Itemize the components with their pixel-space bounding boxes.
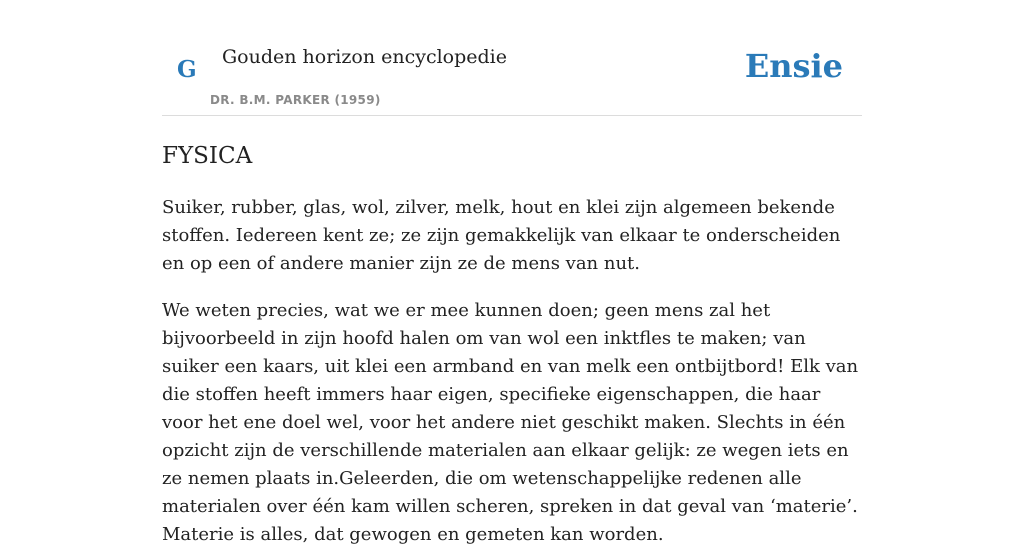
- article-title: FYSICA: [162, 143, 253, 169]
- page: [162, 0, 862, 549]
- book-title[interactable]: Gouden horizon encyclopedie: [222, 46, 507, 68]
- book-author: DR. B.M. PARKER (1959): [210, 93, 381, 107]
- brand-logo[interactable]: Ensie: [744, 47, 843, 85]
- book-logo-letter[interactable]: G: [177, 56, 197, 83]
- article-paragraph-1: Suiker, rubber, glas, wol, zilver, melk, hout en klei zijn algemeen bekende stoffen. Iedereen kent ze; ze zijn gemakkelijk van elkaar te onderscheiden en op een of andere manier zijn ze de mens van nut.: [162, 197, 841, 274]
- header: [162, 0, 862, 116]
- article-paragraph-2: We weten precies, wat we er mee kunnen doen; geen mens zal het bijvoorbeeld in zijn hoofd halen om van wol een inktfles te maken; van suiker een kaars, uit klei een armband en van melk een ontbijtbord! Elk van die stoffen heeft immers haar eigen, specifieke eigenschappen, die haar voor het ene doel wel, voor het andere niet geschikt maken. Slechts in één opzicht zijn de verschillende materialen aan elkaar gelijk: ze wegen iets en ze nemen plaats in.Geleerden, die om wetenschappelijke redenen alle materialen over één kam willen scheren, spreken in dat geval van ‘materie’. Materie is alles, dat gewogen en gemeten kan worden.: [162, 300, 859, 545]
